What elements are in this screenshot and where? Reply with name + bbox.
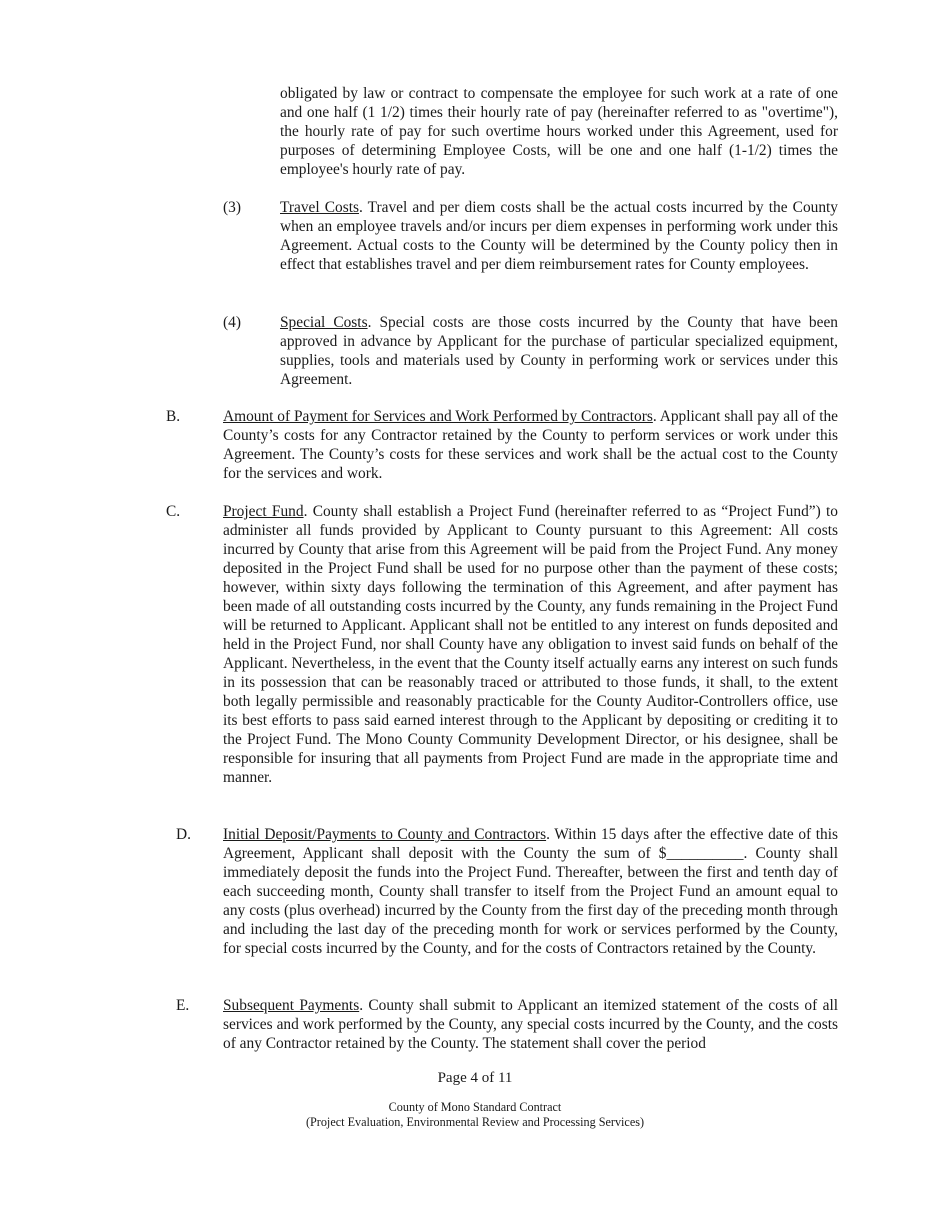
- section-text: . County shall establish a Project Fund (hereinafter referred to as “Project Fund”) to administer all funds provided by Applicant to County pursuant to this Agreement: All costs incurred by County that arise from this Agreement will be paid from the Project Fund. Any money deposited in the Project Fund shall be used for no purpose other than the payment of these costs; however, within sixty days following the termination of this Agreement, and after payment has been made of all outstanding costs incurred by the County, any funds remaining in the Project Fund will be returned to Applicant. Applicant shall not be entitled to any interest on funds deposited and held in the Project Fund, nor shall County have any obligation to invest said funds on behalf of the Applicant. Nevertheless, in the event that the County itself actually earns any interest on such funds in its possession that can be reasonably traced or attributed to those funds, it shall, to the extent both legally permissible and reasonably practicable for the County Auditor-Controllers office, use its best efforts to pass said earned interest through to the Applicant by depositing or crediting it to the Project Fund. The Mono County Community Development Director, or his designee, shall be responsible for insuring that all payments from Project Fund are made in the appropriate time and manner.: [223, 503, 839, 786]
- subitem-text: . Travel and per diem costs shall be the actual costs incurred by the County when an employee travels and/or incurs per diem expenses in performing work under this Agreement. Actual costs to the County will be determined by the County policy then in effect that establishes travel and per diem reimbursement rates for County employees.: [280, 199, 838, 273]
- continuation-paragraph: obligated by law or contract to compensate the employee for such work at a rate of one and one half (1 1/2) times their hourly rate of pay (hereinafter referred to as "overtime"), the hourly rate of pay for such overtime hours worked under this Agreement, used for purposes of determining Employee Costs, will be one and one half (1-1/2) times the employee's hourly rate of pay.: [280, 85, 838, 178]
- section-letter: E.: [176, 997, 190, 1014]
- footer-line-2: (Project Evaluation, Environmental Review and Processing Services): [305, 1115, 645, 1129]
- section-text: . Applicant shall pay all of the County’s costs for any Contractor retained by the County to perform services or work under this Agreement. The County’s costs for these services and work shall be the actual cost to the County for the services and work.: [223, 408, 838, 482]
- section-body: [223, 825, 838, 958]
- subitem-body: [280, 313, 838, 389]
- subitem-text: . Special costs are those costs incurred by the County that have been approved in advance by Applicant for the purchase of particular specialized equipment, supplies, tools and materials used by County in performing work or services under this Agreement.: [280, 314, 838, 388]
- section-c: [166, 502, 838, 787]
- section-b: [166, 407, 838, 483]
- section-text: . County shall submit to Applicant an itemized statement of the costs of all services and work performed by the County, any special costs incurred by the County, and the costs of any Contractor retained by the County. The statement shall cover the period: [223, 997, 838, 1052]
- section-letter: B.: [166, 408, 181, 425]
- section-d: [166, 825, 838, 958]
- section-heading: Subsequent Payments: [223, 997, 360, 1014]
- subitem-heading: Travel Costs: [280, 199, 359, 216]
- subitem-number: (3): [223, 199, 241, 216]
- page-number: Page 4 of 11: [437, 1070, 513, 1086]
- section-heading: Initial Deposit/Payments to County and Contractors: [223, 826, 547, 843]
- section-text: . Within 15 days after the effective date of this Agreement, Applicant shall deposit with the County the sum of $__________. County shall immediately deposit the funds into the Project Fund. Thereafter, between the first and tenth day of each succeeding month, County shall transfer to itself from the Project Fund an amount equal to any costs (plus overhead) incurred by the County from the first day of the preceding month through and including the last day of the preceding month for work or services performed by the County, for special costs incurred by the County, and for the costs of Contractors retained by the County.: [223, 826, 838, 957]
- subitem-travel-costs: [223, 198, 838, 274]
- section-body: [223, 996, 838, 1053]
- section-letter: C.: [166, 503, 181, 520]
- subitem-number: (4): [223, 314, 241, 331]
- subitem-special-costs: [223, 313, 838, 389]
- section-body: [223, 502, 838, 787]
- section-heading: Amount of Payment for Services and Work Performed by Contractors: [223, 408, 653, 425]
- footer-contract-info: [0, 1100, 950, 1130]
- section-heading: Project Fund: [223, 503, 304, 520]
- section-body: [223, 407, 838, 483]
- subitem-heading: Special Costs: [280, 314, 368, 331]
- footer-line-1: County of Mono Standard Contract: [388, 1100, 562, 1114]
- subitem-body: [280, 198, 838, 274]
- section-e: [166, 996, 838, 1053]
- section-letter: D.: [176, 826, 191, 843]
